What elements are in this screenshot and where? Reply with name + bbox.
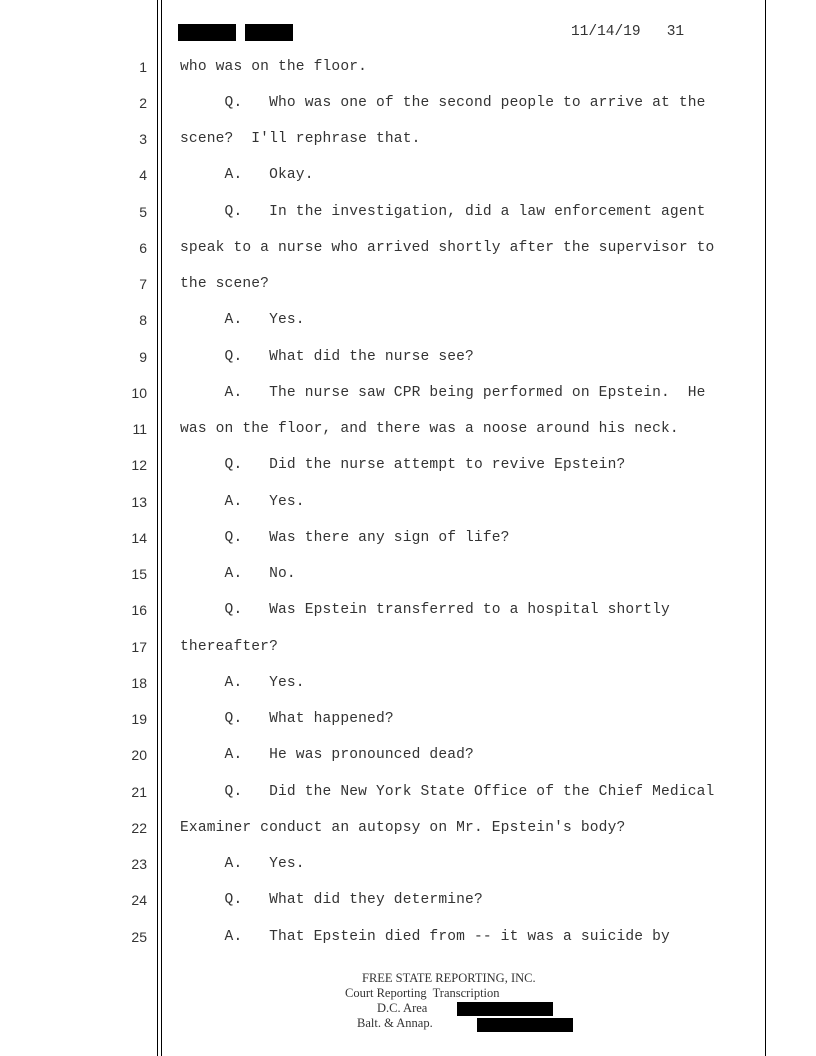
line-text: A. Yes. xyxy=(180,494,305,510)
transcript-line xyxy=(0,349,816,373)
transcript-line xyxy=(0,59,816,83)
line-text: Q. What did they determine? xyxy=(180,892,483,908)
transcript-line xyxy=(0,639,816,663)
line-text: A. No. xyxy=(180,566,296,582)
line-text: Q. In the investigation, did a law enforcement agent xyxy=(180,204,706,220)
line-text: the scene? xyxy=(180,276,270,292)
line-text: speak to a nurse who arrived shortly after the supervisor to xyxy=(180,240,715,256)
transcript-line xyxy=(0,276,816,300)
transcript-line xyxy=(0,204,816,228)
footer-dc-label: D.C. Area xyxy=(377,1001,428,1015)
line-number: 16 xyxy=(131,602,147,618)
line-text: Q. Was there any sign of life? xyxy=(180,530,510,546)
line-number: 25 xyxy=(131,929,147,945)
footer-balt-label: Balt. & Annap. xyxy=(357,1016,433,1030)
line-number: 20 xyxy=(131,747,147,763)
transcript-line xyxy=(0,421,816,445)
transcript-line xyxy=(0,784,816,808)
line-text: who was on the floor. xyxy=(180,59,368,75)
line-number: 4 xyxy=(139,167,147,183)
page-header xyxy=(571,24,684,40)
line-number: 15 xyxy=(131,566,147,582)
line-text: Examiner conduct an autopsy on Mr. Epstein's body? xyxy=(180,820,626,836)
line-number: 1 xyxy=(139,59,147,75)
redaction-block xyxy=(178,24,236,41)
transcript-line xyxy=(0,892,816,916)
line-number: 12 xyxy=(131,457,147,473)
line-text: Q. Did the New York State Office of the Chief Medical xyxy=(180,784,715,800)
line-text: thereafter? xyxy=(180,639,278,655)
transcript-line xyxy=(0,929,816,953)
footer-services: Court Reporting Transcription xyxy=(345,986,500,1000)
line-text: A. Yes. xyxy=(180,675,305,691)
transcript-line xyxy=(0,530,816,554)
line-text: A. The nurse saw CPR being performed on Epstein. He xyxy=(180,385,706,401)
transcript-line xyxy=(0,131,816,155)
line-number: 3 xyxy=(139,131,147,147)
transcript-line xyxy=(0,566,816,590)
line-text: A. Yes. xyxy=(180,312,305,328)
page-number: 31 xyxy=(666,24,685,40)
transcript-line xyxy=(0,856,816,880)
redaction-block xyxy=(457,1002,553,1016)
line-text: was on the floor, and there was a noose around his neck. xyxy=(180,421,679,437)
footer-company: FREE STATE REPORTING, INC. xyxy=(362,971,536,985)
transcript-line xyxy=(0,312,816,336)
line-text: Q. Who was one of the second people to arrive at the xyxy=(180,95,706,111)
line-text: Q. What happened? xyxy=(180,711,394,727)
line-number: 21 xyxy=(131,784,147,800)
line-number: 9 xyxy=(139,349,147,365)
transcript-line xyxy=(0,602,816,626)
transcript-line xyxy=(0,494,816,518)
redaction-block xyxy=(477,1018,573,1032)
transcript-line xyxy=(0,457,816,481)
line-number: 8 xyxy=(139,312,147,328)
line-text: A. That Epstein died from -- it was a suicide by xyxy=(180,929,670,945)
line-number: 17 xyxy=(131,639,147,655)
line-text: A. He was pronounced dead? xyxy=(180,747,474,763)
line-text: scene? I'll rephrase that. xyxy=(180,131,421,147)
transcript-line xyxy=(0,240,816,264)
line-number: 24 xyxy=(131,892,147,908)
line-number: 10 xyxy=(131,385,147,401)
line-text: Q. What did the nurse see? xyxy=(180,349,474,365)
line-text: A. Yes. xyxy=(180,856,305,872)
line-number: 7 xyxy=(139,276,147,292)
line-number: 22 xyxy=(131,820,147,836)
line-number: 11 xyxy=(132,421,147,437)
redaction-block xyxy=(245,24,293,41)
line-number: 6 xyxy=(139,240,147,256)
transcript-line xyxy=(0,820,816,844)
transcript-line xyxy=(0,711,816,735)
line-text: A. Okay. xyxy=(180,167,314,183)
header-date: 11/14/19 xyxy=(571,24,641,40)
transcript-line xyxy=(0,167,816,191)
line-text: Q. Was Epstein transferred to a hospital shortly xyxy=(180,602,670,618)
line-number: 13 xyxy=(131,494,147,510)
transcript-line xyxy=(0,385,816,409)
line-number: 2 xyxy=(139,95,147,111)
transcript-line xyxy=(0,675,816,699)
line-number: 5 xyxy=(139,204,147,220)
transcript-line xyxy=(0,747,816,771)
line-number: 19 xyxy=(131,711,147,727)
line-number: 23 xyxy=(131,856,147,872)
transcript-line xyxy=(0,95,816,119)
line-text: Q. Did the nurse attempt to revive Epstein? xyxy=(180,457,626,473)
line-number: 14 xyxy=(131,530,147,546)
line-number: 18 xyxy=(131,675,147,691)
